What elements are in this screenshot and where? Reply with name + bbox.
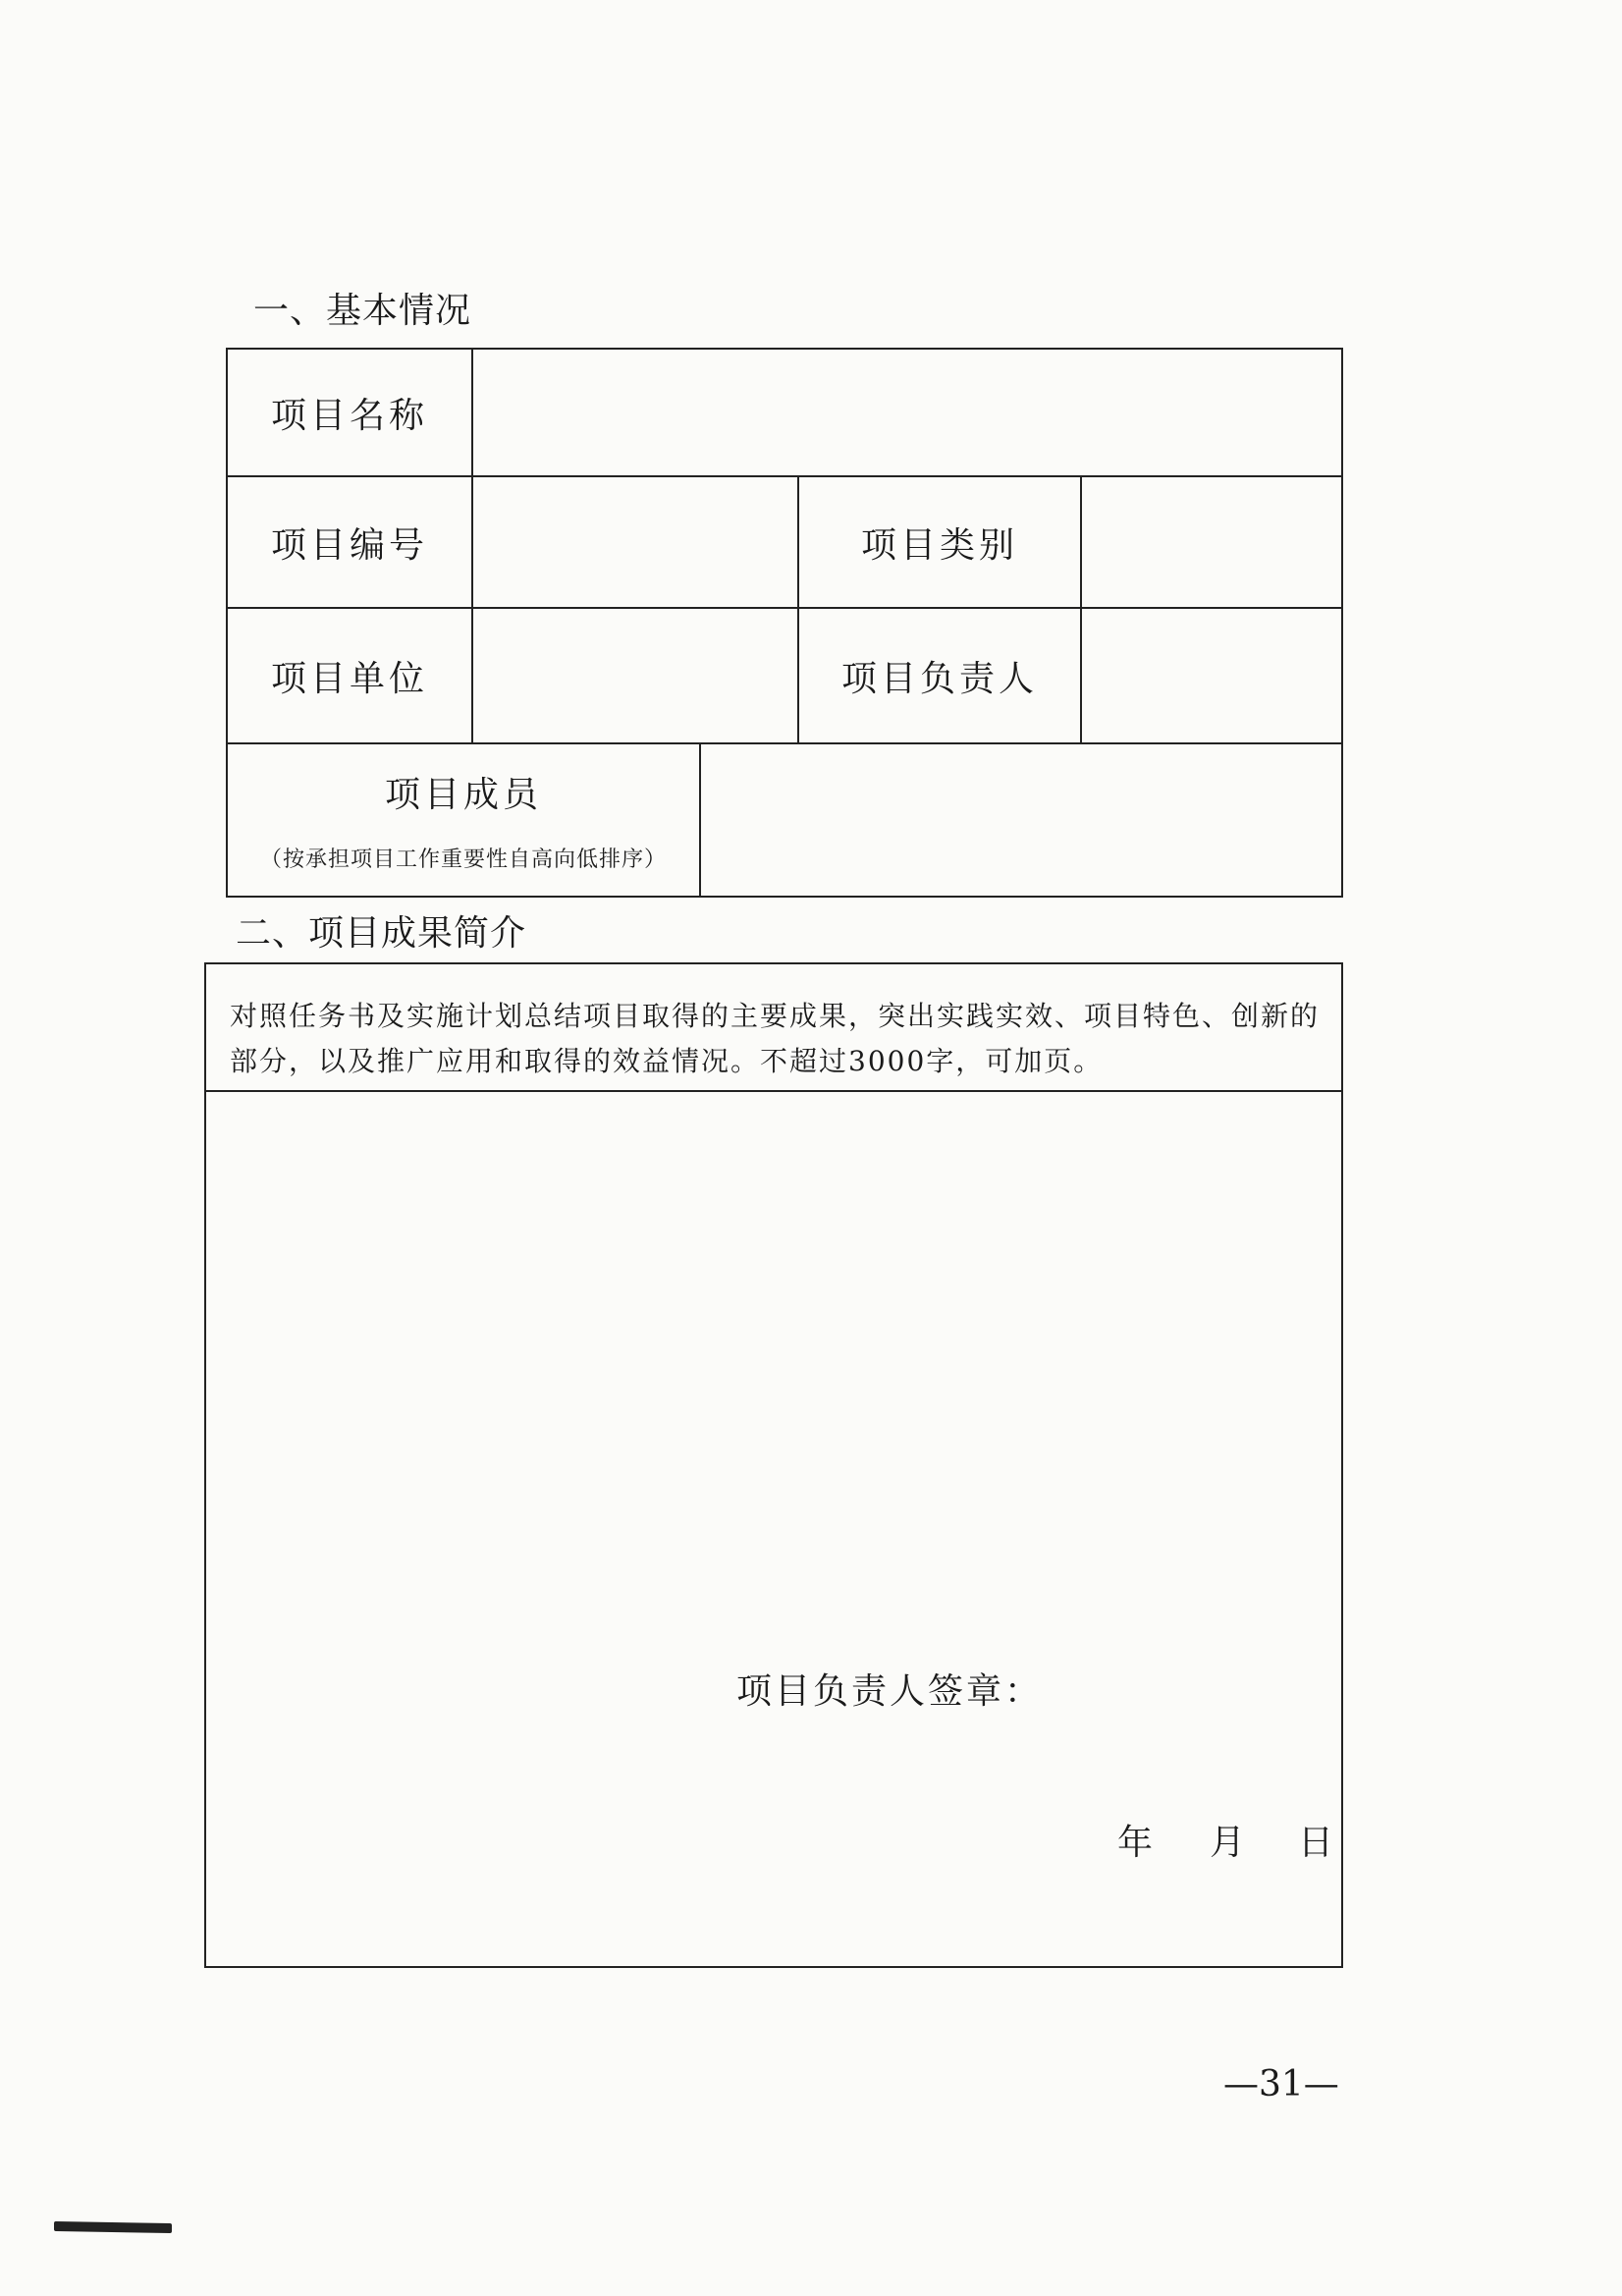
project-leader-label-cell [799,609,1080,742]
project-members-note: （按承担项目工作重要性自高向低排序） [259,847,667,872]
project-number-field[interactable] [473,477,797,607]
project-unit-label-cell [228,609,471,742]
project-category-label-cell [799,477,1080,607]
page-number: —31— [1223,2064,1339,2105]
section-2-title: 二、项目成果简介 [236,913,527,954]
achievements-instructions: 对照任务书及实施计划总结项目取得的主要成果，突出实践实效、项目特色、创新的部分，以及推广应用和取得的效益情况。不超过3000字，可加页。 [230,1000,1321,1077]
project-unit-field[interactable] [473,609,797,742]
achievements-content-field[interactable] [206,1092,1341,1642]
project-number-label-cell [228,477,471,607]
project-number-label: 项目编号 [270,524,428,566]
date-month: 月 [1210,1823,1246,1863]
project-name-label-cell [228,350,471,475]
scan-edge-mark [54,2221,172,2233]
project-name-field[interactable] [473,350,1341,475]
project-leader-field[interactable] [1082,609,1341,742]
leader-signature-label: 项目负责人签章： [736,1671,1044,1712]
project-name-label: 项目名称 [270,395,428,436]
project-unit-label: 项目单位 [270,658,428,699]
project-members-field[interactable] [701,744,1341,896]
project-members-label: 项目成员 [384,775,542,815]
project-category-field[interactable] [1082,477,1341,607]
project-category-label: 项目类别 [860,524,1018,566]
date-year: 年 [1117,1823,1154,1863]
project-leader-label: 项目负责人 [840,658,1038,699]
project-members-label-cell [228,744,699,896]
section-1-title: 一、基本情况 [253,291,472,331]
date-day: 日 [1298,1823,1334,1863]
achievements-table [204,962,1343,1968]
basic-info-table [226,348,1343,898]
